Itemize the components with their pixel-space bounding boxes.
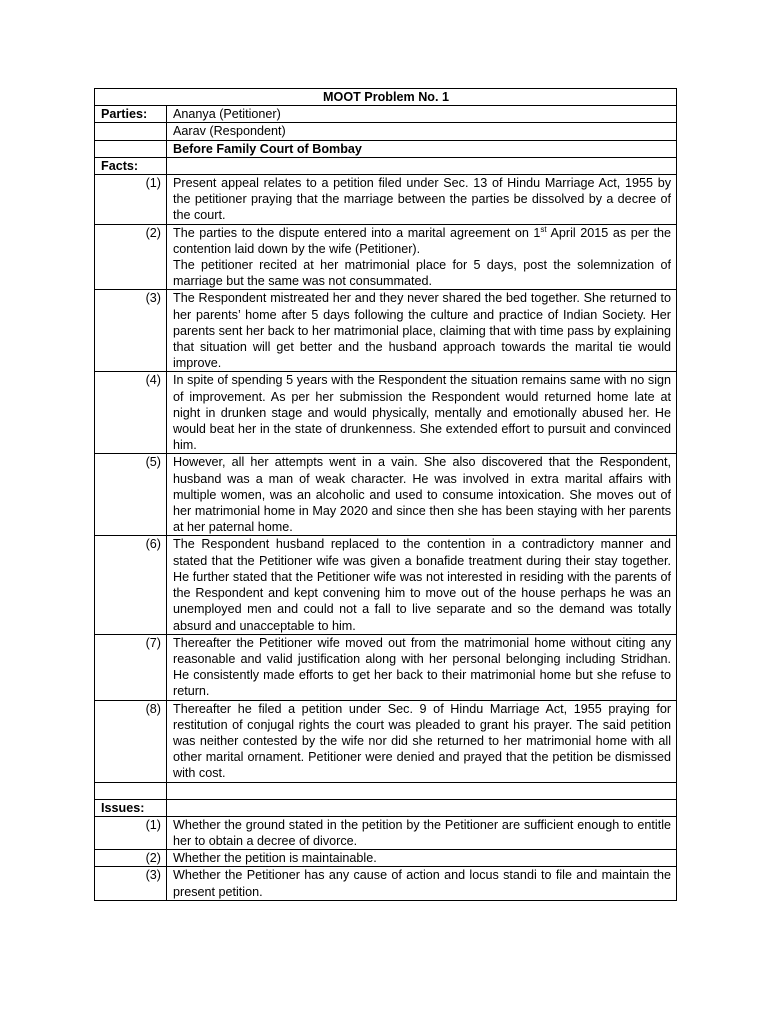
issue-text: Whether the ground stated in the petition by the Petitioner are sufficient enough to entitle her to obtain a decree of divorce. xyxy=(167,816,677,849)
issue-text: Whether the petition is maintainable. xyxy=(167,850,677,867)
fact-text: Thereafter the Petitioner wife moved out from the matrimonial home without citing any reasonable and valid justification along with her personal belonging including Stridhan. He consistently made efforts to get her back to their matrimonial home but she refuse to return. xyxy=(167,634,677,700)
court-name: Before Family Court of Bombay xyxy=(167,140,677,157)
issue-number: (1) xyxy=(95,816,167,849)
fact-number: (4) xyxy=(95,372,167,454)
issue-text: Whether the Petitioner has any cause of action and locus standi to file and maintain the present petition. xyxy=(167,867,677,900)
fact-row xyxy=(95,175,677,225)
fact-text: In spite of spending 5 years with the Respondent the situation remains same with no sign of improvement. As per her submission the Respondent would returned home late at night in drunken stage and would physically, mentally and emotionally abused her. He would beat her in the state of drunkenness. She extended effort to pursuit and convinced him. xyxy=(167,372,677,454)
fact-number: (2) xyxy=(95,224,167,290)
respondent-name: Aarav (Respondent) xyxy=(167,123,677,140)
issue-row xyxy=(95,850,677,867)
fact-row xyxy=(95,454,677,536)
court-row xyxy=(95,140,677,157)
fact-row xyxy=(95,536,677,634)
fact-number: (3) xyxy=(95,290,167,372)
ordinal-superscript: st xyxy=(540,224,547,234)
facts-header-row xyxy=(95,157,677,174)
moot-problem-table xyxy=(94,88,677,901)
fact-text-line: The parties to the dispute entered into a marital agreement on 1st April 2015 as per the contention laid down by the wife (Petitioner). xyxy=(173,224,672,256)
fact-text: Thereafter he filed a petition under Sec. 9 of Hindu Marriage Act, 1955 praying for restitution of conjugal rights the court was pleaded to grant his prayer. The said petition was neither contested by the wife nor did she returned to her matrimonial home with all other marital ornament. Petitioner were denied and prayed that the petition be dismissed with cost. xyxy=(167,700,677,782)
fact-row xyxy=(95,372,677,454)
fact-number: (8) xyxy=(95,700,167,782)
fact-number: (7) xyxy=(95,634,167,700)
fact-row xyxy=(95,224,677,290)
fact-row xyxy=(95,634,677,700)
issue-number: (2) xyxy=(95,850,167,867)
fact-text: The Respondent husband replaced to the contention in a contradictory manner and stated that the Petitioner wife was given a bonafide treatment during their stay together. He further stated that the Petitioner wife was not interested in residing with the parents of the Respondent and kept convening him to move out of the house perhaps he was an unemployed men and could not a fall to live separate and so the demand was totally absurd and unacceptable to him. xyxy=(167,536,677,634)
fact-number: (6) xyxy=(95,536,167,634)
fact-text xyxy=(167,224,677,290)
issue-row xyxy=(95,867,677,900)
fact-number: (1) xyxy=(95,175,167,225)
facts-label: Facts: xyxy=(95,157,167,174)
parties-row xyxy=(95,106,677,123)
title-row xyxy=(95,89,677,106)
parties-label: Parties: xyxy=(95,106,167,123)
fact-text: Present appeal relates to a petition filed under Sec. 13 of Hindu Marriage Act, 1955 by the petitioner praying that the marriage between the parties be dissolved by a decree of the court. xyxy=(167,175,677,225)
fact-text-line: The petitioner recited at her matrimonial place for 5 days, post the solemnization of marriage but the same was not consummated. xyxy=(173,258,672,289)
fact-text: The Respondent mistreated her and they never shared the bed together. She returned to her parents’ home after 5 days following the culture and practice of Indian Society. Her parents sent her back to her matrimonial place, claiming that with time pass by explaining that situation will get better and the husband approach towards the marital tie would improve. xyxy=(167,290,677,372)
issue-row xyxy=(95,816,677,849)
issues-label: Issues: xyxy=(95,799,167,816)
blank-row xyxy=(95,782,677,799)
fact-text: However, all her attempts went in a vain. She also discovered that the Respondent, husband was a man of weak character. He was involved in extra marital affairs with multiple women, was an alcoholic and used to consume intoxication. She moves out of her matrimonial home in May 2020 and since then she has been staying with her parents at her paternal home. xyxy=(167,454,677,536)
fact-number: (5) xyxy=(95,454,167,536)
respondent-row xyxy=(95,123,677,140)
document-title: MOOT Problem No. 1 xyxy=(95,89,677,106)
issue-number: (3) xyxy=(95,867,167,900)
fact-row xyxy=(95,290,677,372)
petitioner-name: Ananya (Petitioner) xyxy=(167,106,677,123)
issues-header-row xyxy=(95,799,677,816)
fact-row xyxy=(95,700,677,782)
